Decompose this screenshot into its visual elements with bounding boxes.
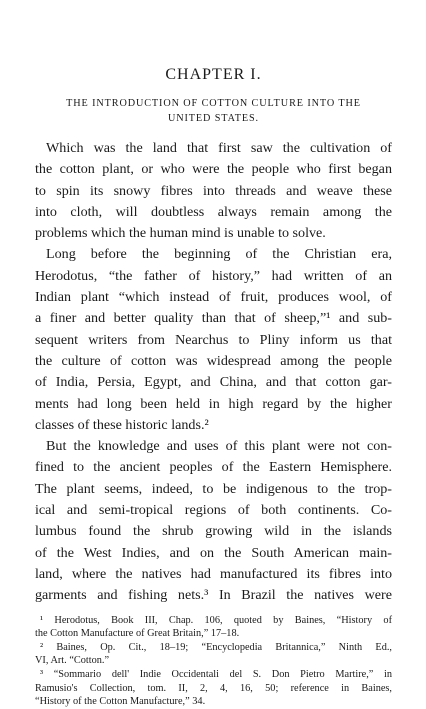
body-line: Which was the land that first saw the cultivation of [46,140,392,156]
body-line: of the West Indies, and on the South American main- [35,544,392,561]
body-line: the culture of cotton was widespread among the people [35,352,392,369]
body-line: The plant seems, indeed, to be indigenous to the trop- [35,480,392,497]
body-line: into cloth, will doubtless always remain among the [35,203,392,220]
body-line: fined to the ancient peoples of the Eastern Hemisphere. [35,459,392,476]
footnote-line: ¹ Herodotus, Book III, Chap. 106, quoted by Baines, “History of [40,614,392,626]
body-line: lumbus found the shrub growing wild in the islands [35,523,392,540]
body-line: land, where the natives had manufactured its fibres into [35,565,392,582]
body-line: But the knowledge and uses of this plant were not con- [46,438,392,455]
body-line: the cotton plant, or who were the people who first began [35,161,392,178]
footnotes [35,614,392,709]
body-text [35,138,392,607]
section-heading-line-1: THE INTRODUCTION OF COTTON CULTURE INTO THE [66,98,361,109]
footnote-line: VI, Art. “Cotton.” [35,655,110,667]
body-line: Herodotus, “the father of history,” had written of an [35,267,392,284]
body-line: sequent writers from Nearchus to Pliny inform us that [35,331,392,348]
body-line: Indian plant “which instead of fruit, produces wool, of [35,289,392,306]
footnote-line: ² Baines, Op. Cit., 18–19; “Encyclopedia Britannica,” Ninth Ed., [40,641,392,653]
body-line: garments and fishing nets.³ In Brazil the natives were [35,587,392,604]
body-line: classes of these historic lands.² [35,416,209,433]
body-line: a finer and better quality than that of sheep,”¹ and sub- [35,310,392,327]
footnote-line: “History of the Cotton Manufacture,” 34. [35,696,206,708]
chapter-title: CHAPTER I. [165,66,262,83]
body-line: ments had long been held in high regard by the higher [35,395,392,412]
body-line: problems which the human mind is unable to solve. [35,225,326,242]
footnote-line: ³ “Sommario dell' Indie Occidentali del S. Don Pietro Martire,” in [40,668,392,680]
body-line: Long before the beginning of the Christian era, [46,246,392,263]
body-line: ical and semi-tropical regions of both continents. Co- [35,502,392,519]
body-line: to spin its snowy fibres into threads and weave these [35,182,392,199]
section-heading [35,97,392,126]
body-line: of India, Persia, Egypt, and China, and that cotton gar- [35,374,392,391]
footnote-line: Ramusio's Collection, tom. II, 2, 4, 16, 50; reference in Baines, [35,682,392,694]
section-heading-line-2: UNITED STATES. [167,112,259,124]
footnote-line: the Cotton Manufacture of Great Britain,” 17–18. [35,628,240,640]
